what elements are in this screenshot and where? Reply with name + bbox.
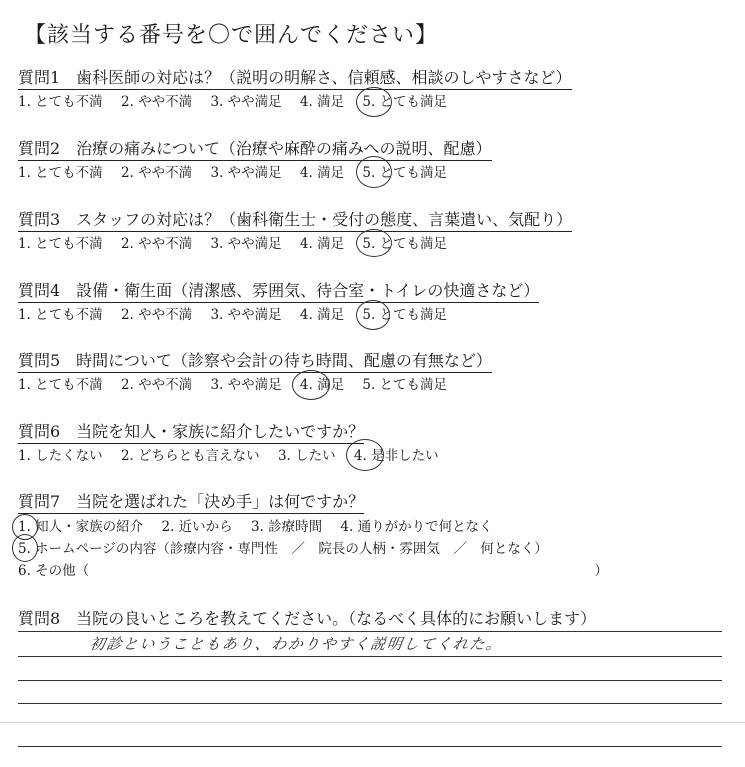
question-8-text: 質問8 当院の良いところを教えてください。（なるべく具体的にお願いします） (18, 609, 597, 628)
q7-options-line-2 (18, 538, 718, 560)
q1-option-3[interactable]: 3. やや満足 (210, 94, 282, 110)
q6-option-4[interactable] (354, 447, 439, 465)
q2-option-1[interactable]: 1. とても不満 (18, 165, 103, 181)
question-1-text: 質問1 歯科医師の対応は？（説明の明解さ、信頼感、相談のしやすさなど） (18, 68, 572, 90)
q2-option-5[interactable] (362, 164, 447, 182)
q7-option-5-label: 5. ホームページの内容（診療内容・専門性 ／ 院長の人柄・雰囲気 ／ 何となく） (18, 541, 548, 557)
question-6-text: 質問6 当院を知人・家族に紹介したいですか？ (18, 422, 364, 444)
q2-option-4[interactable]: 4. 満足 (299, 165, 345, 181)
q7-option-4[interactable]: 4. 通りがかりで何となく (340, 519, 493, 535)
answer-line-5 (18, 746, 722, 747)
question-4 (18, 281, 718, 324)
survey-title: 【該当する番号を〇で囲んでください】 (24, 23, 439, 48)
q7-option-1-label: 1. 知人・家族の紹介 (18, 519, 144, 535)
question-5-options (18, 376, 718, 394)
q6-option-3[interactable]: 3. したい (277, 448, 336, 464)
question-7 (18, 492, 718, 582)
q4-option-5-label: 5. とても満足 (362, 307, 448, 323)
question-2-options (18, 164, 718, 182)
answer-line-4 (18, 703, 722, 704)
q3-option-5-label: 5. とても満足 (362, 236, 448, 252)
q2-option-2[interactable]: 2. やや不満 (120, 165, 193, 181)
q5-option-3[interactable]: 3. やや満足 (210, 377, 282, 393)
q3-option-1[interactable]: 1. とても不満 (18, 236, 103, 252)
q5-option-2[interactable]: 2. やや不満 (120, 377, 193, 393)
q3-option-4[interactable]: 4. 満足 (299, 236, 345, 252)
question-7-text: 質問7 当院を選ばれた「決め手」は何ですか？ (18, 492, 364, 514)
question-2-text: 質問2 治療の痛みについて（治療や麻酔の痛みへの説明、配慮） (18, 139, 492, 161)
q4-option-1[interactable]: 1. とても不満 (18, 307, 103, 323)
question-1 (18, 68, 718, 111)
q7-option-5[interactable] (18, 538, 548, 560)
q3-option-5[interactable] (362, 235, 447, 253)
q6-option-1[interactable]: 1. したくない (18, 448, 103, 464)
answer-line-2 (18, 656, 722, 657)
answer-line-3 (18, 680, 722, 681)
q7-option-3[interactable]: 3. 診療時間 (250, 519, 323, 535)
question-4-options (18, 306, 718, 324)
q7-option-2[interactable]: 2. 近いから (161, 519, 233, 535)
q7-options-line-1 (18, 516, 718, 538)
q1-option-1[interactable]: 1. とても不満 (18, 94, 103, 110)
q6-option-4-label: 4. 是非したい (353, 448, 439, 464)
q1-option-5-label: 5. とても満足 (362, 94, 448, 110)
question-6 (18, 422, 718, 465)
page-edge-divider (0, 722, 745, 723)
q5-option-5[interactable]: 5. とても満足 (362, 377, 448, 393)
q4-option-3[interactable]: 3. やや満足 (210, 307, 282, 323)
q5-option-4-label: 4. 満足 (299, 377, 345, 393)
q5-option-4[interactable] (300, 376, 344, 394)
q1-option-4[interactable]: 4. 満足 (299, 94, 345, 110)
q8-handwritten-answer[interactable]: 初診ということもあり、わかりやすく説明してくれた。 (88, 635, 504, 653)
question-1-options (18, 93, 718, 111)
question-8 (18, 609, 718, 630)
q4-option-2[interactable]: 2. やや不満 (120, 307, 193, 323)
question-3-options (18, 235, 718, 253)
q7-options-line-3 (18, 560, 608, 582)
q3-option-2[interactable]: 2. やや不満 (120, 236, 193, 252)
q5-option-1[interactable]: 1. とても不満 (18, 377, 103, 393)
question-5-text: 質問5 時間について（診察や会計の待ち時間、配慮の有無など） (18, 351, 492, 373)
q2-option-5-label: 5. とても満足 (362, 165, 448, 181)
question-6-options (18, 447, 718, 465)
question-2 (18, 139, 718, 182)
answer-line-1 (18, 631, 722, 632)
q1-option-2[interactable]: 2. やや不満 (120, 94, 193, 110)
question-4-text: 質問4 設備・衛生面（清潔感、雰囲気、待合室・トイレの快適さなど） (18, 281, 539, 303)
q2-option-3[interactable]: 3. やや満足 (210, 165, 282, 181)
q1-option-5[interactable] (362, 93, 447, 111)
q4-option-4[interactable]: 4. 満足 (299, 307, 345, 323)
q3-option-3[interactable]: 3. やや満足 (210, 236, 282, 252)
q4-option-5[interactable] (362, 306, 447, 324)
q7-option-6-close: ） (594, 563, 608, 579)
q7-option-6-label[interactable]: 6. その他（ (18, 563, 90, 579)
question-3 (18, 210, 718, 253)
q7-option-1[interactable] (18, 516, 143, 538)
question-3-text: 質問3 スタッフの対応は？（歯科衛生士・受付の態度、言葉遣い、気配り） (18, 210, 572, 232)
q6-option-2[interactable]: 2. どちらとも言えない (120, 448, 260, 464)
question-5 (18, 351, 718, 394)
